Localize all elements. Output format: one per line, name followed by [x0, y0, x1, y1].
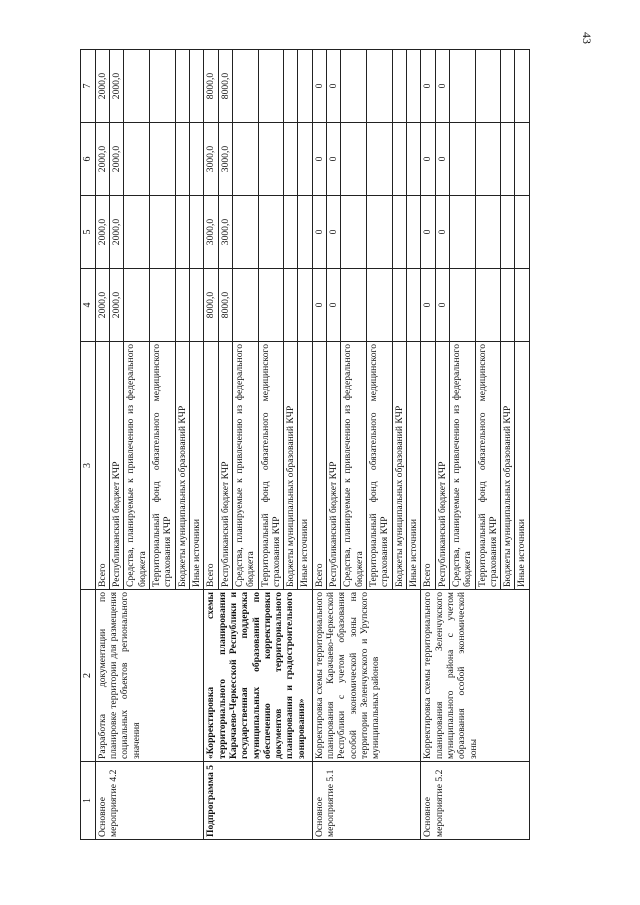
- amount-cell: [232, 269, 258, 342]
- amount-cell: [258, 196, 284, 269]
- amount-cell: [284, 196, 298, 269]
- amount-cell: 8000,0: [218, 269, 232, 342]
- amount-cell: [189, 196, 203, 269]
- amount-cell: [515, 196, 529, 269]
- table-body: [95, 50, 529, 840]
- amount-cell: [124, 196, 150, 269]
- funding-source-cell: Иные источники: [406, 342, 420, 590]
- amount-cell: [341, 196, 367, 269]
- amount-cell: [367, 196, 393, 269]
- amount-cell: [475, 196, 501, 269]
- amount-cell: 0: [312, 196, 326, 269]
- table-row: [204, 50, 218, 840]
- amount-cell: [501, 123, 515, 196]
- table-row: [421, 50, 435, 840]
- column-number: 7: [81, 50, 96, 123]
- amount-cell: 0: [312, 269, 326, 342]
- funding-source-cell: Всего: [204, 342, 218, 590]
- amount-cell: [189, 269, 203, 342]
- amount-cell: 3000,0: [204, 196, 218, 269]
- amount-cell: 3000,0: [204, 123, 218, 196]
- amount-cell: [189, 50, 203, 123]
- funding-source-cell: Республиканский бюджет КЧР: [110, 342, 124, 590]
- amount-cell: [150, 269, 176, 342]
- amount-cell: [392, 50, 406, 123]
- funding-source-cell: Республиканский бюджет КЧР: [435, 342, 449, 590]
- amount-cell: [175, 269, 189, 342]
- funding-source-cell: Иные источники: [298, 342, 312, 590]
- amount-cell: 0: [327, 50, 341, 123]
- funding-source-cell: Всего: [421, 342, 435, 590]
- amount-cell: [232, 123, 258, 196]
- funding-source-cell: Бюджеты муниципальных образований КЧР: [284, 342, 298, 590]
- amount-cell: [284, 50, 298, 123]
- amount-cell: [150, 196, 176, 269]
- funding-source-cell: Территориальный фонд обязательного медицинского страхования КЧР: [150, 342, 176, 590]
- amount-cell: 0: [435, 196, 449, 269]
- amount-cell: [341, 123, 367, 196]
- amount-cell: [501, 196, 515, 269]
- program-label-cell: Основное мероприятие 5.2: [421, 762, 530, 840]
- amount-cell: 3000,0: [218, 196, 232, 269]
- amount-cell: [449, 123, 475, 196]
- amount-cell: 0: [327, 269, 341, 342]
- column-number: 3: [81, 342, 96, 590]
- amount-cell: 3000,0: [218, 123, 232, 196]
- funding-source-cell: Республиканский бюджет КЧР: [327, 342, 341, 590]
- amount-cell: [124, 269, 150, 342]
- amount-cell: 0: [435, 50, 449, 123]
- funding-source-cell: Бюджеты муниципальных образований КЧР: [392, 342, 406, 590]
- program-name-cell: Разработка документации по планировке территории для размещения социальных объектов регионального значения: [95, 590, 204, 762]
- column-number: 6: [81, 123, 96, 196]
- amount-cell: 0: [312, 123, 326, 196]
- funding-source-cell: Средства, планируемые к привлечению из федерального бюджета: [124, 342, 150, 590]
- funding-source-cell: Средства, планируемые к привлечению из федерального бюджета: [341, 342, 367, 590]
- amount-cell: [367, 123, 393, 196]
- amount-cell: 0: [435, 269, 449, 342]
- amount-cell: [341, 269, 367, 342]
- funding-source-cell: Бюджеты муниципальных образований КЧР: [501, 342, 515, 590]
- amount-cell: 2000,0: [95, 50, 109, 123]
- program-name-cell: Корректировка схемы территориального планирования Зеленчукского муниципального района с учетом образования особой экономической зоны: [421, 590, 530, 762]
- funding-source-cell: Иные источники: [515, 342, 529, 590]
- amount-cell: 0: [327, 196, 341, 269]
- amount-cell: [298, 123, 312, 196]
- table-row: [95, 50, 109, 840]
- amount-cell: [449, 196, 475, 269]
- amount-cell: [341, 50, 367, 123]
- amount-cell: 8000,0: [204, 50, 218, 123]
- amount-cell: [449, 269, 475, 342]
- funding-source-cell: Средства, планируемые к привлечению из федерального бюджета: [232, 342, 258, 590]
- amount-cell: [475, 50, 501, 123]
- amount-cell: 0: [421, 50, 435, 123]
- amount-cell: 2000,0: [95, 196, 109, 269]
- amount-cell: [367, 269, 393, 342]
- column-number: 4: [81, 269, 96, 342]
- amount-cell: [258, 269, 284, 342]
- program-label-cell: Основное мероприятие 5.1: [312, 762, 421, 840]
- program-label-cell: Основное мероприятие 4.2: [95, 762, 204, 840]
- amount-cell: 2000,0: [110, 269, 124, 342]
- rotated-table-sheet: [80, 50, 640, 840]
- amount-cell: [449, 50, 475, 123]
- amount-cell: [515, 123, 529, 196]
- amount-cell: [392, 196, 406, 269]
- amount-cell: 0: [435, 123, 449, 196]
- funding-source-cell: Всего: [312, 342, 326, 590]
- amount-cell: 2000,0: [110, 196, 124, 269]
- amount-cell: [124, 123, 150, 196]
- column-number: 5: [81, 196, 96, 269]
- amount-cell: [232, 50, 258, 123]
- amount-cell: 0: [421, 196, 435, 269]
- funding-source-cell: Территориальный фонд обязательного медицинского страхования КЧР: [258, 342, 284, 590]
- amount-cell: [406, 50, 420, 123]
- amount-cell: 2000,0: [110, 123, 124, 196]
- amount-cell: 0: [421, 269, 435, 342]
- amount-cell: 8000,0: [204, 269, 218, 342]
- amount-cell: [406, 269, 420, 342]
- amount-cell: [392, 269, 406, 342]
- amount-cell: 2000,0: [110, 50, 124, 123]
- column-number-row: [81, 50, 96, 840]
- funding-source-cell: Всего: [95, 342, 109, 590]
- amount-cell: 2000,0: [95, 123, 109, 196]
- column-number: 1: [81, 762, 96, 840]
- funding-source-cell: Республиканский бюджет КЧР: [218, 342, 232, 590]
- amount-cell: [501, 269, 515, 342]
- amount-cell: [258, 123, 284, 196]
- funding-source-cell: Средства, планируемые к привлечению из федерального бюджета: [449, 342, 475, 590]
- funding-source-cell: Бюджеты муниципальных образований КЧР: [175, 342, 189, 590]
- amount-cell: [124, 50, 150, 123]
- amount-cell: [175, 196, 189, 269]
- amount-cell: 2000,0: [95, 269, 109, 342]
- amount-cell: [150, 123, 176, 196]
- program-name-cell: Корректировка схемы территориального планирования Карачаево-Черкесской Республики с учетом образования особой экономической зоны на территории Зеленчукского и Урупского муниципальных районов: [312, 590, 421, 762]
- amount-cell: [298, 50, 312, 123]
- program-name-cell: «Корректировка схемы территориального планирования Карачаево-Черкесской Республики и государственная поддержка муниципальных образований по обеспечению корректировки документов территориального планирования и градостроительного зонирования»: [204, 590, 313, 762]
- funding-source-cell: Территориальный фонд обязательного медицинского страхования КЧР: [367, 342, 393, 590]
- amount-cell: [515, 50, 529, 123]
- funding-source-cell: Иные источники: [189, 342, 203, 590]
- amount-cell: 0: [312, 50, 326, 123]
- table-row: [312, 50, 326, 840]
- amount-cell: [284, 123, 298, 196]
- amount-cell: [406, 123, 420, 196]
- amount-cell: [284, 269, 298, 342]
- page-number: 43: [580, 32, 594, 44]
- amount-cell: 0: [327, 123, 341, 196]
- funding-source-cell: Территориальный фонд обязательного медицинского страхования КЧР: [475, 342, 501, 590]
- amount-cell: [367, 50, 393, 123]
- amount-cell: 8000,0: [218, 50, 232, 123]
- table-header: [81, 50, 96, 840]
- amount-cell: [501, 50, 515, 123]
- amount-cell: [392, 123, 406, 196]
- amount-cell: [475, 269, 501, 342]
- column-number: 2: [81, 590, 96, 762]
- amount-cell: [175, 123, 189, 196]
- program-funding-table: [80, 49, 530, 840]
- amount-cell: 0: [421, 123, 435, 196]
- amount-cell: [406, 196, 420, 269]
- amount-cell: [150, 50, 176, 123]
- amount-cell: [258, 50, 284, 123]
- amount-cell: [475, 123, 501, 196]
- amount-cell: [515, 269, 529, 342]
- amount-cell: [298, 269, 312, 342]
- program-label-cell: Подпрограмма 5: [204, 762, 313, 840]
- amount-cell: [298, 196, 312, 269]
- amount-cell: [189, 123, 203, 196]
- amount-cell: [232, 196, 258, 269]
- amount-cell: [175, 50, 189, 123]
